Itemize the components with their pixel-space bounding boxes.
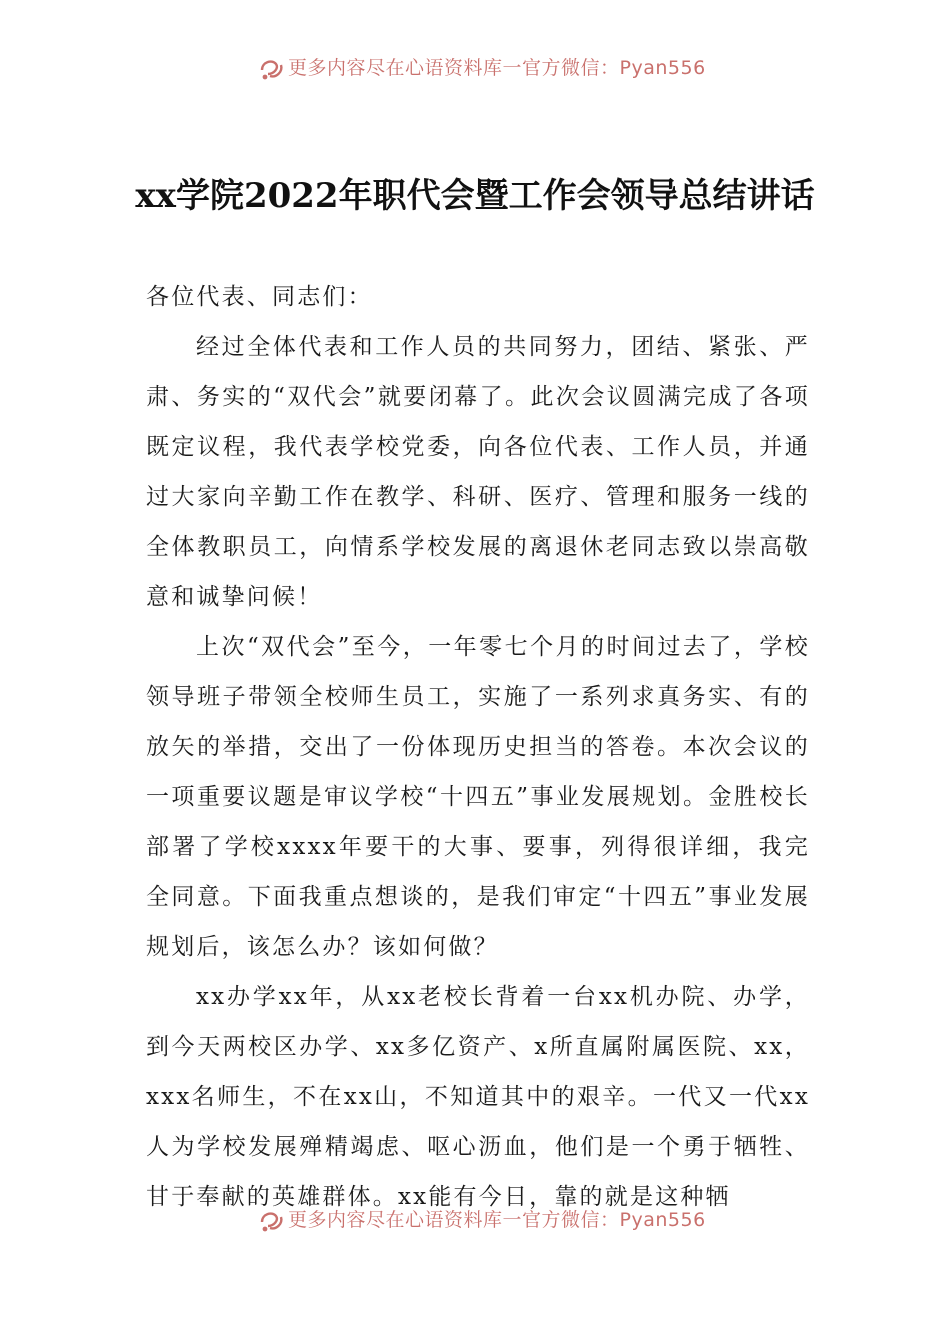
paragraph: 经过全体代表和工作人员的共同努力，团结、紧张、严肃、务实的“双代会”就要闭幕了。此次会议圆满完成了各项既定议程，我代表学校党委，向各位代表、工作人员，并通过大家向辛勤工作在教学、科研、医疗、管理和服务一线的全体教职员工，向情系学校发展的离退休老同志致以崇高敬意和诚挚问候！ xyxy=(146,334,810,610)
salutation: 各位代表、同志们： xyxy=(146,284,373,310)
document-title: xx学院2022年职代会暨工作会领导总结讲话 xyxy=(135,176,815,216)
watermark-banner-text: 更多内容尽在心语资料库一官方微信：Pyan556 xyxy=(288,1208,706,1231)
watermark-logo-icon xyxy=(258,1208,286,1234)
paragraph: xx办学xx年，从xx老校长背着一台xx机办院、办学，到今天两校区办学、xx多亿资产、x所直属附属医院、xx，xxx名师生，不在xx山，不知道其中的艰辛。一代又一代xx人为学校发展殚精竭虑、呕心沥血，他们是一个勇于牺牲、甘于奉献的英雄群体。xx能有今日，靠的就是这种牺 xyxy=(146,984,810,1210)
paragraph: 上次“双代会”至今，一年零七个月的时间过去了，学校领导班子带领全校师生员工，实施了一系列求真务实、有的放矢的举措，交出了一份体现历史担当的答卷。本次会议的一项重要议题是审议学校“十四五”事业发展规划。金胜校长部署了学校xxxx年要干的大事、要事，列得很详细，我完全同意。下面我重点想谈的，是我们审定“十四五”事业发展规划后，该怎么办？该如何做？ xyxy=(146,634,810,960)
watermark-banner-top xyxy=(258,56,738,82)
watermark-banner-text: 更多内容尽在心语资料库一官方微信：Pyan556 xyxy=(288,56,706,79)
document-body xyxy=(146,272,810,1222)
watermark-logo-icon xyxy=(258,56,286,82)
watermark-banner-bottom xyxy=(258,1208,738,1234)
